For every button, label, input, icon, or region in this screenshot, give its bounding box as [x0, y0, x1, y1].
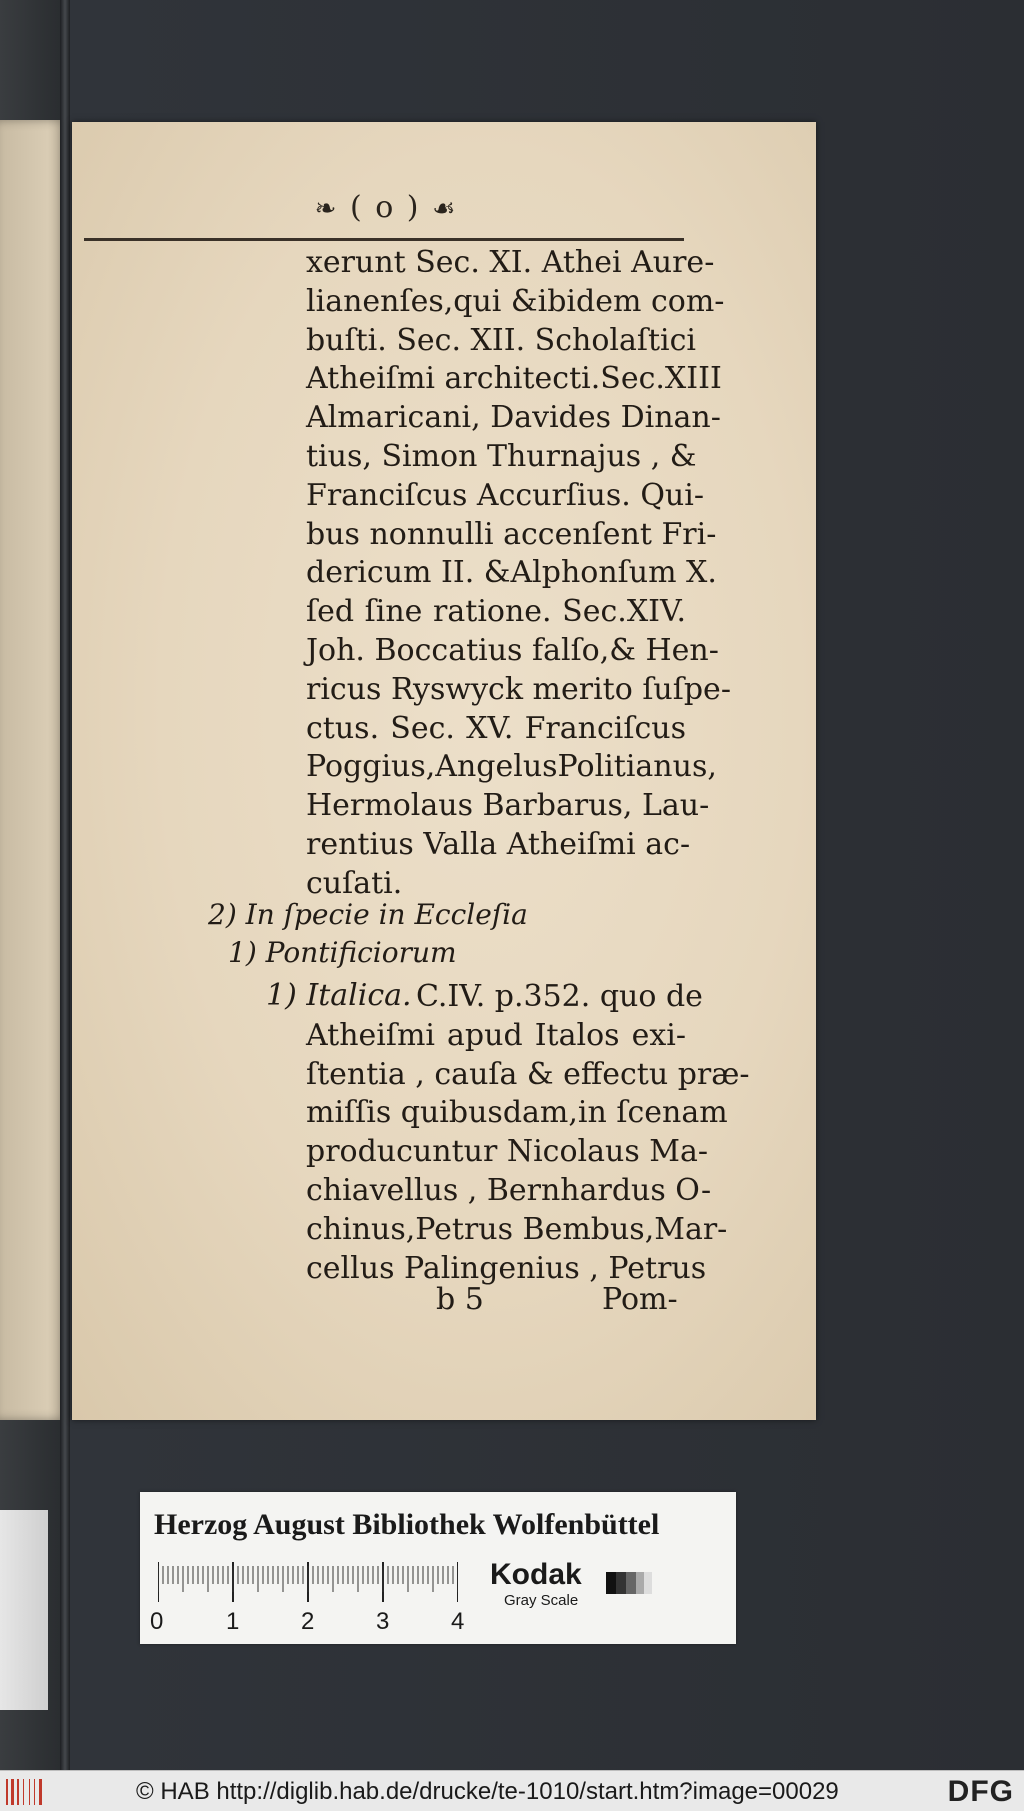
text-line: Joh. Boccatius falſo,& Hen- — [306, 632, 719, 668]
library-name: Herzog August Bibliothek Wolfenbüttel — [154, 1508, 660, 1541]
text-line: Franciſcus Accurſius. Qui- — [306, 477, 704, 513]
text-line: rentius Valla Atheiſmi ac- — [306, 826, 691, 862]
item-number: 1) — [266, 978, 297, 1013]
header-text: ( o ) — [349, 190, 421, 225]
text-line: ſed ſine ratione. Sec.XIV. — [306, 594, 686, 630]
text-line: C.IV. p.352. quo de — [416, 979, 703, 1014]
signature-mark: b 5 — [436, 1282, 484, 1317]
text-line: tius, Simon Thurnajus , & — [306, 438, 697, 474]
dfg-logo: DFG — [947, 1775, 1014, 1808]
text-line: Atheiſmi architecti.Sec.XIII — [306, 361, 722, 397]
scale-ruler — [158, 1562, 458, 1602]
text-line: Atheiſmi apud Italos exi- — [306, 1017, 686, 1053]
ornament-left-icon: ❧ — [314, 194, 339, 224]
kodak-subtitle: Gray Scale — [504, 1592, 579, 1609]
text-line: chiavellus , Bernhardus O- — [306, 1172, 712, 1208]
ruler-number: 0 — [150, 1608, 164, 1635]
library-label-card — [140, 1492, 736, 1644]
source-url[interactable]: © HAB http://diglib.hab.de/drucke/te-1010/start.htm?image=00029 — [136, 1778, 839, 1805]
ruler-number: 2 — [301, 1608, 315, 1635]
text-line: ſtentia , cauſa & effectu præ- — [306, 1056, 750, 1092]
ruler-numbers — [150, 1608, 470, 1638]
text-line: Hermolaus Barbarus, Lau- — [306, 788, 710, 824]
ruler-number: 3 — [376, 1608, 390, 1635]
text-block-main — [306, 244, 731, 904]
ruler-number: 4 — [451, 1608, 465, 1635]
text-line: lianenſes,qui &ibidem com- — [306, 283, 725, 319]
ruler-number: 1 — [226, 1608, 240, 1635]
sub-heading-pontificiorum: 1) Pontificiorum — [228, 936, 457, 969]
book-binding — [60, 0, 70, 1770]
item-label: Italica. — [306, 978, 412, 1013]
barcode-icon — [6, 1779, 50, 1805]
text-line: cellus Palingenius , Petrus — [306, 1250, 707, 1286]
text-line: buſti. Sec. XII. Scholaſtici — [306, 322, 697, 358]
facing-label-edge — [0, 1510, 48, 1710]
catchword: Pom- — [602, 1282, 678, 1317]
text-line: dericum II. &Alphonſum X. — [306, 555, 717, 591]
text-line: ricus Ryswyck merito ſuſpe- — [306, 671, 731, 707]
facing-page-edge — [0, 120, 68, 1420]
kodak-logo: Kodak — [490, 1558, 582, 1591]
viewer-footer — [0, 1770, 1024, 1811]
text-block-italica — [306, 978, 750, 1288]
text-line: producuntur Nicolaus Ma- — [306, 1134, 709, 1170]
sub-heading-specie: 2) In ſpecie in Eccleſia — [208, 898, 528, 931]
text-line: bus nonnulli accenſent Fri- — [306, 516, 717, 552]
text-line: xerunt Sec. XI. Athei Aure- — [306, 245, 715, 280]
header-rule — [84, 238, 684, 241]
text-line: cuſati. — [306, 865, 403, 901]
text-line: chinus,Petrus Bembus,Mar- — [306, 1211, 728, 1247]
text-line: Poggius,AngelusPolitianus, — [306, 749, 717, 785]
text-line: Almaricani, Davides Dinan- — [306, 400, 721, 436]
text-line: miſſis quibusdam,in ſcenam — [306, 1095, 728, 1131]
page-header — [276, 190, 496, 230]
text-line: ctus. Sec. XV. Franciſcus — [306, 710, 686, 746]
ornament-right-icon: ☙ — [432, 194, 458, 224]
gray-scale-swatch-icon — [606, 1572, 652, 1594]
